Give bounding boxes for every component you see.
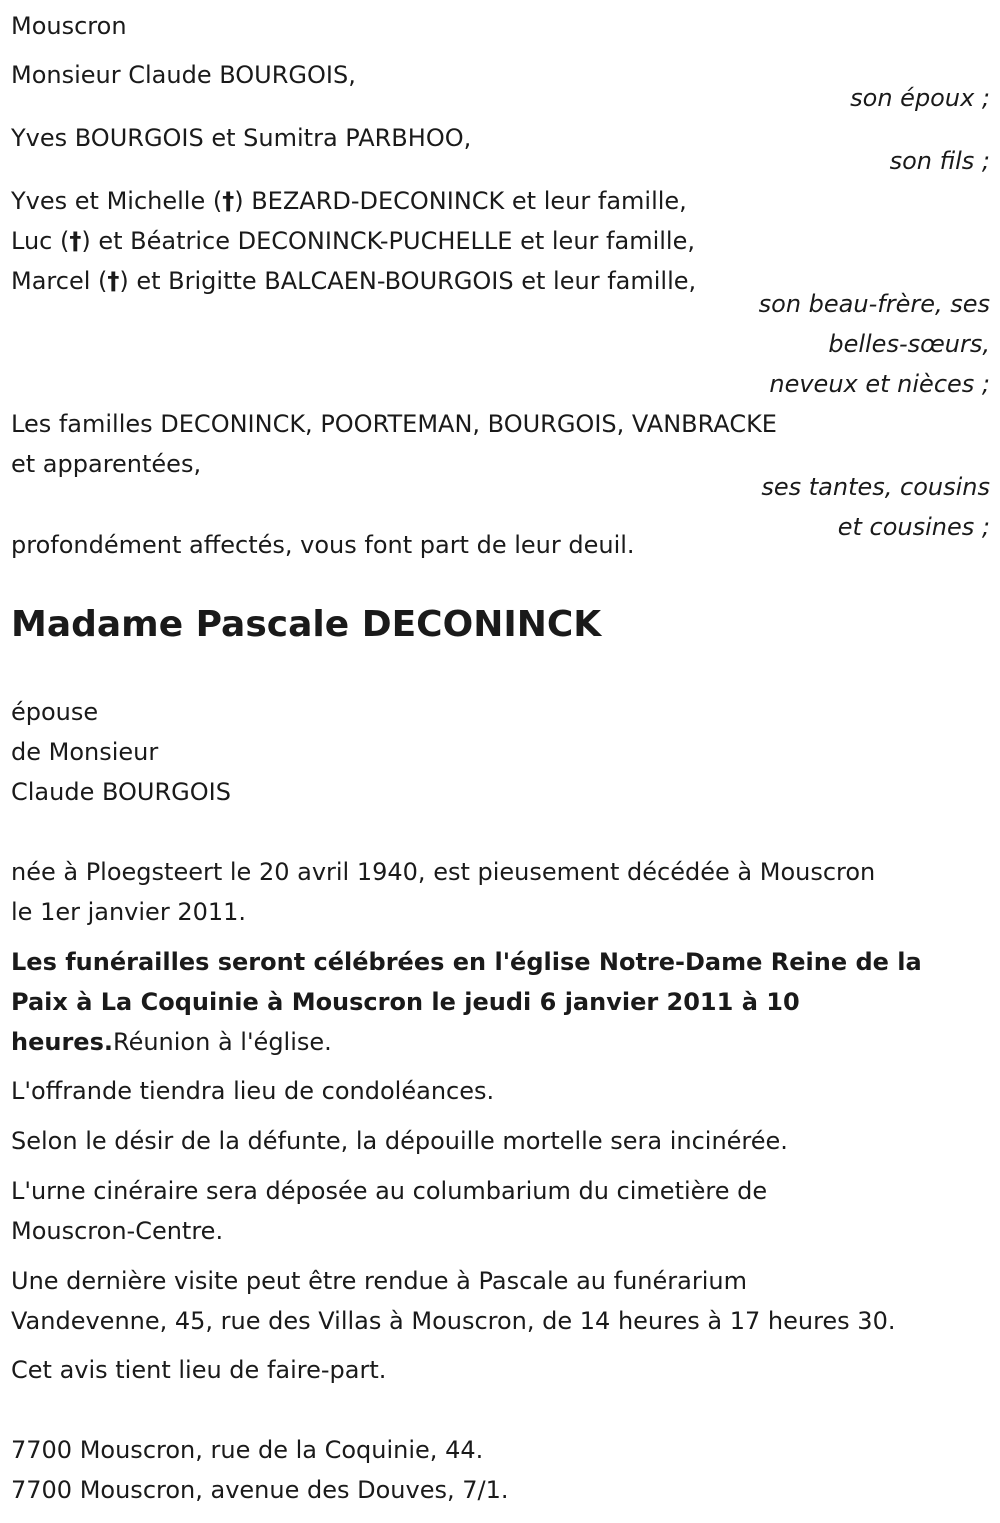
families-role-line-2: et cousines ; [837, 513, 990, 541]
inlaw-line-3 [11, 261, 696, 301]
inlaw-line-3-start: Marcel ( [11, 267, 108, 295]
address-line-2: 7700 Mouscron, avenue des Douves, 7/1. [11, 1476, 509, 1504]
urn-line-2: Mouscron-Centre. [11, 1217, 224, 1245]
city-header: Mouscron [11, 12, 127, 40]
address-line-1: 7700 Mouscron, rue de la Coquinie, 44. [11, 1436, 484, 1464]
funeral-hours: heures. [11, 1028, 113, 1056]
cross-icon: † [107, 267, 120, 295]
inlaw-role-line-3: neveux et nièces ; [769, 370, 990, 398]
visit-line-1: Une dernière visite peut être rendue à Pascale au funérarium [11, 1267, 747, 1295]
cross-icon: † [222, 187, 235, 215]
son-role: son fils ; [889, 147, 990, 175]
inlaw-line-2 [11, 221, 695, 261]
relation-line-3: Claude BOURGOIS [11, 778, 231, 806]
funeral-line-2: Paix à La Coquinie à Mouscron le jeudi 6 janvier 2011 à 10 [11, 988, 800, 1016]
inlaw-line-3-end: ) et Brigitte BALCAEN-BOURGOIS et leur famille, [119, 267, 697, 295]
reunion-text: Réunion à l'église. [112, 1028, 332, 1056]
inlaw-role-line-2: belles-sœurs, [828, 330, 990, 358]
relation-line-2: de Monsieur [11, 738, 159, 766]
funeral-line-1: Les funérailles seront célébrées en l'église Notre-Dame Reine de la [11, 948, 922, 976]
son-name: Yves BOURGOIS et Sumitra PARBHOO, [11, 124, 472, 152]
inlaw-line-1-start: Yves et Michelle ( [11, 187, 223, 215]
spouse-name: Monsieur Claude BOURGOIS, [11, 61, 356, 89]
inlaw-line-2-end: ) et Béatrice DECONINCK-PUCHELLE et leur famille, [81, 227, 695, 255]
birth-line-2: le 1er janvier 2011. [11, 898, 247, 926]
cremation-line: Selon le désir de la défunte, la dépouille mortelle sera incinérée. [11, 1127, 788, 1155]
closing-line: profondément affectés, vous font part de leur deuil. [11, 531, 635, 559]
inlaw-line-1 [11, 181, 687, 221]
inlaw-line-1-end: ) BEZARD-DECONINCK et leur famille, [234, 187, 687, 215]
deceased-name: Madame Pascale DECONINCK [11, 604, 602, 645]
notice-line: Cet avis tient lieu de faire-part. [11, 1356, 387, 1384]
offering-line: L'offrande tiendra lieu de condoléances. [11, 1077, 495, 1105]
birth-line-1: née à Ploegsteert le 20 avril 1940, est pieusement décédée à Mouscron [11, 858, 876, 886]
relation-line-1: épouse [11, 698, 99, 726]
families-role-line-1: ses tantes, cousins [761, 473, 990, 501]
families-line-2: et apparentées, [11, 450, 202, 478]
spouse-role: son époux ; [850, 84, 990, 112]
funeral-line-3 [11, 1022, 332, 1062]
urn-line-1: L'urne cinéraire sera déposée au columbarium du cimetière de [11, 1177, 768, 1205]
inlaw-role-line-1: son beau-frère, ses [758, 290, 990, 318]
inlaw-line-2-start: Luc ( [11, 227, 70, 255]
visit-line-2: Vandevenne, 45, rue des Villas à Mouscron, de 14 heures à 17 heures 30. [11, 1307, 896, 1335]
families-line-1: Les familles DECONINCK, POORTEMAN, BOURGOIS, VANBRACKE [11, 410, 777, 438]
cross-icon: † [69, 227, 82, 255]
